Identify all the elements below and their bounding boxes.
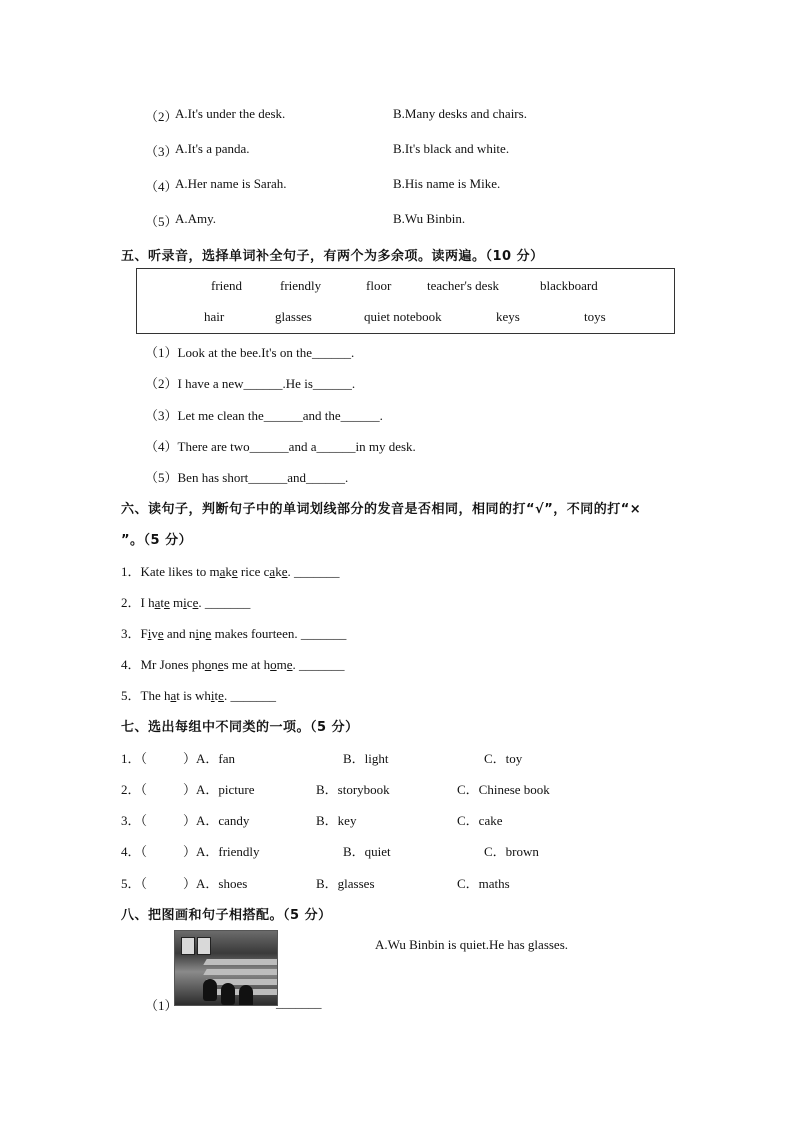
text: 1．Kate likes to m — [121, 564, 220, 579]
section-6-title-cont: ”。（5 分） — [121, 533, 193, 548]
s7-item-3-option-b: B．key — [316, 813, 357, 828]
text: and n — [163, 626, 196, 641]
word-bank-item: toys — [584, 309, 606, 324]
s7-item-5-option-b: B．glasses — [316, 876, 375, 891]
s8-item-1-label: （1） — [145, 998, 178, 1013]
underlined-letter: i — [147, 626, 152, 641]
s7-item-1-option-a: ）A．fan — [183, 751, 235, 766]
section-8-title: 八、把图画和句子相搭配。（5 分） — [121, 908, 332, 923]
s4-item-4-option-b: B.His name is Mike. — [393, 176, 501, 191]
s7-item-3-option-a: ）A．candy — [183, 813, 250, 828]
text: c — [186, 595, 193, 610]
s7-item-2-option-b: B．storybook — [316, 782, 390, 797]
underlined-letter: e — [157, 626, 164, 641]
section-5-title: 五、听录音，选择单词补全句子，有两个为多余项。读两遍。（10 分） — [121, 249, 544, 264]
s7-item-3-num: 3．（ — [121, 813, 148, 828]
s4-item-4-num: （4） — [145, 179, 178, 194]
underlined-letter: a — [269, 564, 276, 579]
text: k — [225, 564, 232, 579]
underlined-letter: i — [195, 626, 200, 641]
text: m — [169, 595, 184, 610]
s4-item-5-option-a: A.Amy. — [175, 211, 217, 226]
underlined-letter: e — [217, 657, 224, 672]
underlined-letter: o — [270, 657, 277, 672]
s5-item-3: （3）Let me clean the______and the______. — [145, 408, 383, 423]
text: . _______ — [292, 657, 345, 672]
underlined-letter: a — [219, 564, 226, 579]
s4-item-2-option-a: A.It's under the desk. — [175, 106, 286, 121]
s6-item-2 — [121, 592, 250, 611]
underlined-letter: e — [286, 657, 293, 672]
text: t is wh — [176, 688, 211, 703]
s4-item-4-option-a: A.Her name is Sarah. — [175, 176, 287, 191]
text: s me at h — [223, 657, 271, 672]
text: t — [214, 688, 219, 703]
s7-item-2-option-a: ）A．picture — [183, 782, 255, 797]
classroom-photo-icon — [174, 930, 278, 1006]
text: v — [151, 626, 158, 641]
underlined-letter: a — [170, 688, 177, 703]
s5-item-2: （2）I have a new______.He is______. — [145, 376, 356, 391]
word-bank-item: glasses — [275, 309, 312, 324]
s7-item-3-option-c: C．cake — [457, 813, 503, 828]
word-bank-item: keys — [496, 309, 520, 324]
text: 4．Mr Jones ph — [121, 657, 205, 672]
s5-item-1: （1）Look at the bee.It's on the______. — [145, 345, 355, 360]
text: . _______ — [287, 564, 340, 579]
underlined-letter: e — [164, 595, 170, 610]
s7-item-5-num: 5．（ — [121, 876, 148, 891]
text: k — [275, 564, 282, 579]
s7-item-4-option-b: B．quiet — [343, 844, 391, 859]
word-bank-item: hair — [204, 309, 225, 324]
text: . _______ — [198, 595, 251, 610]
text: makes fourteen. _______ — [211, 626, 347, 641]
underlined-letter: e — [231, 564, 238, 579]
s4-item-3-option-b: B.It's black and white. — [393, 141, 510, 156]
s4-item-5-option-b: B.Wu Binbin. — [393, 211, 466, 226]
s7-item-5-option-a: ）A．shoes — [183, 876, 248, 891]
underlined-letter: e — [281, 564, 288, 579]
underlined-letter: a — [154, 595, 161, 610]
word-bank-item: friendly — [280, 278, 322, 293]
s7-item-2-option-c: C．Chinese book — [457, 782, 550, 797]
s6-item-5 — [121, 685, 276, 704]
text: 3．F — [121, 626, 148, 641]
s4-item-3-option-a: A.It's a panda. — [175, 141, 250, 156]
text: 2．I h — [121, 595, 155, 610]
text: n — [211, 657, 218, 672]
text: t — [160, 595, 164, 610]
word-bank-item: quiet notebook — [364, 309, 442, 324]
s6-item-3 — [121, 623, 346, 642]
word-bank-item: floor — [366, 278, 392, 293]
s7-item-4-option-a: ）A．friendly — [183, 844, 260, 859]
s7-item-2-num: 2．（ — [121, 782, 148, 797]
underlined-letter: i — [210, 688, 215, 703]
s7-item-5-option-c: C．maths — [457, 876, 510, 891]
s8-item-1-blank: _______ — [276, 995, 322, 1010]
s6-item-1 — [121, 561, 339, 580]
s4-item-5-num: （5） — [145, 214, 178, 229]
s5-item-4: （4）There are two______and a______in my desk. — [145, 439, 416, 454]
underlined-letter: e — [205, 626, 212, 641]
section-7-title: 七、选出每组中不同类的一项。（5 分） — [121, 720, 359, 735]
s7-item-1-option-b: B．light — [343, 751, 389, 766]
word-bank-item: friend — [211, 278, 243, 293]
s7-item-4-num: 4．（ — [121, 844, 148, 859]
underlined-letter: i — [183, 595, 187, 610]
s7-item-1-num: 1．（ — [121, 751, 148, 766]
underlined-letter: e — [218, 688, 224, 703]
text: m — [276, 657, 287, 672]
s7-item-4-option-c: C．brown — [484, 844, 539, 859]
text: . _______ — [223, 688, 276, 703]
s6-item-4 — [121, 654, 345, 673]
text: n — [199, 626, 206, 641]
s7-item-1-option-c: C．toy — [484, 751, 523, 766]
underlined-letter: e — [192, 595, 199, 610]
s4-item-2-option-b: B.Many desks and chairs. — [393, 106, 527, 121]
text: rice c — [237, 564, 270, 579]
word-bank-item: teacher's desk — [427, 278, 500, 293]
s5-item-5: （5）Ben has short______and______. — [145, 470, 349, 485]
s8-option-a: A.Wu Binbin is quiet.He has glasses. — [375, 937, 569, 952]
s4-item-2-a: （2） — [145, 109, 178, 124]
text: 5．The h — [121, 688, 171, 703]
s4-item-3-num: （3） — [145, 144, 178, 159]
word-bank-item: blackboard — [540, 278, 598, 293]
underlined-letter: o — [204, 657, 212, 672]
section-6-title: 六、读句子，判断句子中的单词划线部分的发音是否相同，相同的打“√”，不同的打“× — [121, 502, 642, 517]
